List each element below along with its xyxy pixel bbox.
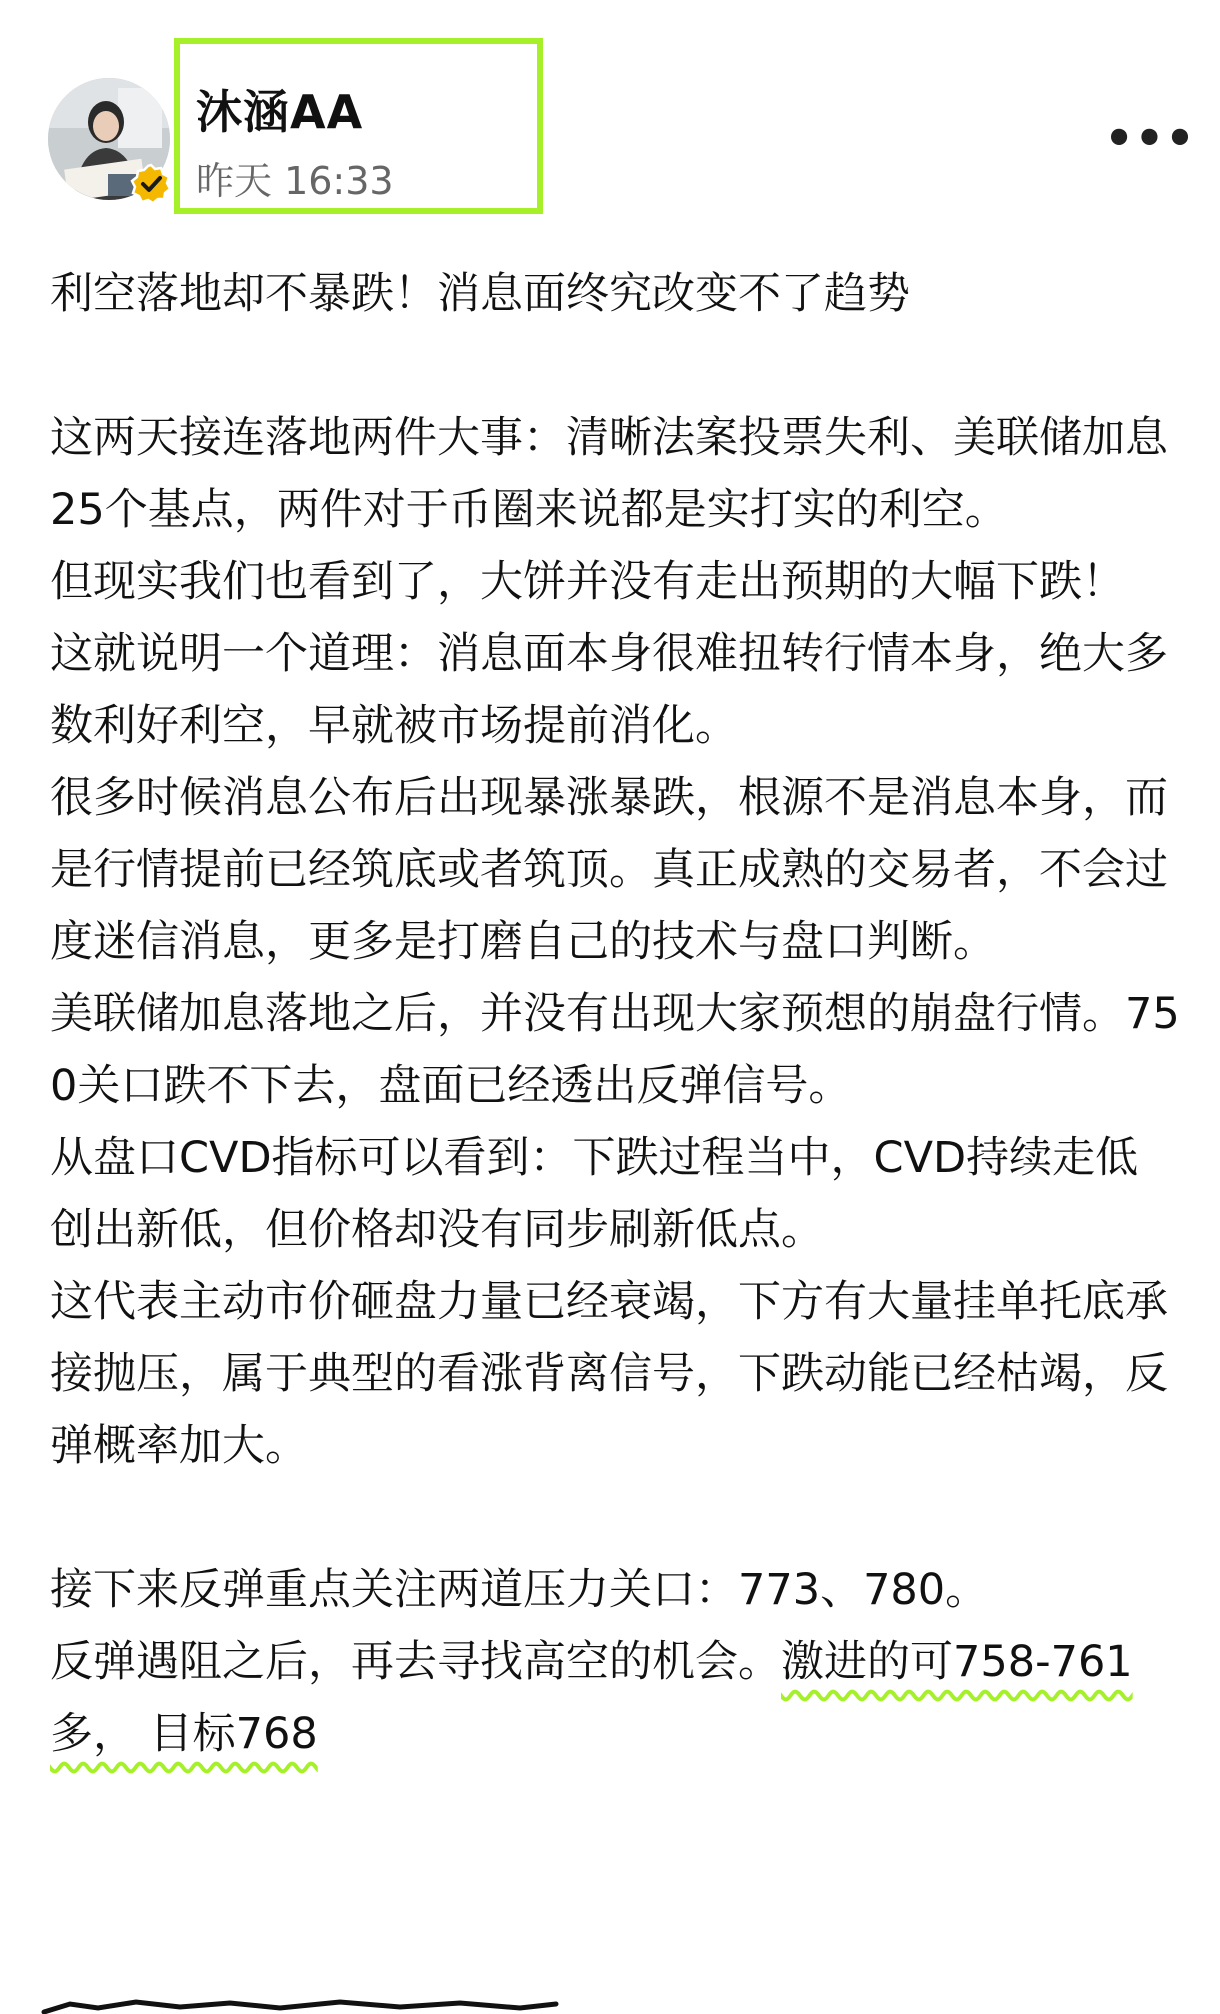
post-header <box>0 0 1220 240</box>
post-timestamp: 昨天 16:33 <box>196 159 394 203</box>
paragraph-7: 这代表主动市价砸盘力量已经衰竭，下方有大量挂单托底承接抛压，属于典型的看涨背离信号，下跌动能已经枯竭，反弹概率加大。 <box>50 1277 1168 1471</box>
highlighted-strategy: 激进的可758-761多， 目标768 <box>50 1637 1133 1759</box>
paragraph-3: 这就说明一个道理：消息面本身很难扭转行情本身，绝大多数利好利空，早就被市场提前消化。 <box>50 629 1168 751</box>
key-levels-line: 接下来反弹重点关注两道压力关口：773、780。 <box>50 1565 989 1615</box>
blank-line <box>50 330 1180 402</box>
paragraph-4: 很多时候消息公布后出现暴涨暴跌，根源不是消息本身，而是行情提前已经筑底或者筑顶。真正成熟的交易者，不会过度迷信消息，更多是打磨自己的技术与盘口判断。 <box>50 773 1168 967</box>
paragraph-2: 但现实我们也看到了，大饼并没有走出预期的大幅下跌！ <box>50 557 1125 607</box>
cutoff-next-line <box>40 1998 560 2014</box>
strategy-text: 反弹遇阻之后，再去寻找高空的机会。 <box>50 1637 781 1687</box>
paragraph-6: 从盘口CVD指标可以看到：下跌过程当中，CVD持续走低创出新低，但价格却没有同步刷新低点。 <box>50 1133 1139 1255</box>
paragraph-1: 这两天接连落地两件大事：清晰法案投票失利、美联储加息25个基点，两件对于币圈来说都是实打实的利空。 <box>50 413 1168 535</box>
more-icon[interactable]: ••• <box>1104 111 1196 165</box>
strategy-line <box>50 1626 1180 1770</box>
author-name[interactable]: 沐涵AA <box>196 85 364 139</box>
blank-line <box>50 1482 1180 1554</box>
paragraph-5: 美联储加息落地之后，并没有出现大家预想的崩盘行情。750关口跌不下去，盘面已经透出反弹信号。 <box>50 989 1180 1111</box>
post-content <box>50 258 1180 1770</box>
post-title: 利空落地却不暴跌！消息面终究改变不了趋势 <box>50 269 910 319</box>
verified-badge-icon <box>130 163 172 205</box>
